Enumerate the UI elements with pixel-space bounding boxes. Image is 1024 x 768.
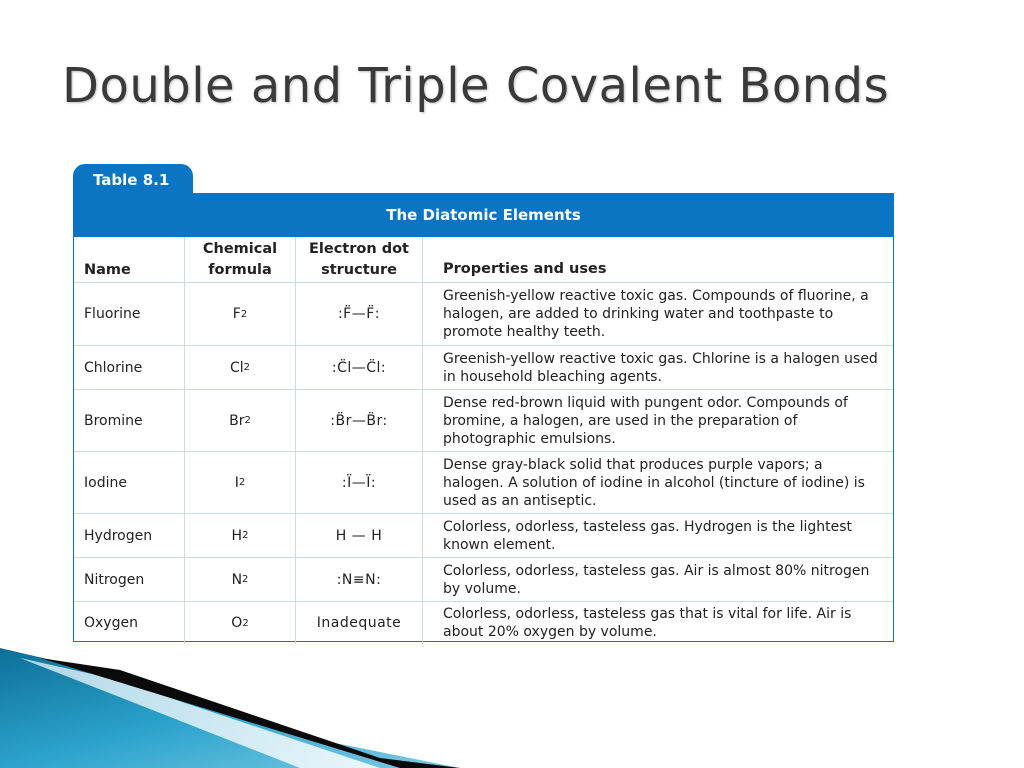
element-name: Nitrogen bbox=[74, 558, 185, 601]
table-row bbox=[74, 451, 893, 513]
table-row bbox=[74, 601, 893, 644]
element-name: Bromine bbox=[74, 390, 185, 451]
electron-dot-structure: :Ï—Ï: bbox=[296, 452, 423, 513]
element-name: Hydrogen bbox=[74, 514, 185, 557]
table-banner: The Diatomic Elements bbox=[74, 194, 893, 237]
electron-dot-structure: :F̈—F̈: bbox=[296, 283, 423, 345]
header-name: Name bbox=[74, 237, 185, 282]
table-header-row bbox=[74, 237, 893, 282]
table-row bbox=[74, 282, 893, 345]
element-name: Iodine bbox=[74, 452, 185, 513]
chemical-formula: I 2 bbox=[185, 452, 296, 513]
properties-text: Dense gray-black solid that produces purple vapors; a halogen. A solution of iodine in alcohol (tincture of iodine) is used as an antiseptic. bbox=[443, 456, 865, 509]
properties-text: Greenish-yellow reactive toxic gas. Chlorine is a halogen used in household bleaching agents. bbox=[443, 350, 878, 385]
table-row bbox=[74, 557, 893, 601]
properties-text: Colorless, odorless, tasteless gas. Air is almost 80% nitrogen by volume. bbox=[443, 562, 870, 597]
properties-text: Dense red-brown liquid with pungent odor. Compounds of bromine, a halogen, are used in the preparation of photographic emulsions. bbox=[443, 394, 848, 447]
electron-dot-structure: :C̈l—C̈l: bbox=[296, 346, 423, 389]
properties-text: Colorless, odorless, tasteless gas. Hydrogen is the lightest known element. bbox=[443, 518, 852, 553]
chemical-formula: H 2 bbox=[185, 514, 296, 557]
decorative-swoosh bbox=[0, 640, 460, 768]
electron-dot-structure: Inadequate bbox=[296, 602, 423, 644]
header-electron-dot: Electron dot structure bbox=[296, 237, 423, 282]
slide-title: Double and Triple Covalent Bonds bbox=[62, 58, 890, 114]
header-formula: Chemical formula bbox=[185, 237, 296, 282]
chemical-formula: Cl 2 bbox=[185, 346, 296, 389]
diatomic-elements-table bbox=[73, 193, 894, 642]
properties-text: Greenish-yellow reactive toxic gas. Compounds of fluorine, a halogen, are added to drinking water and toothpaste to promote healthy teeth. bbox=[443, 288, 869, 340]
header-properties: Properties and uses bbox=[443, 261, 607, 277]
chemical-formula: Br 2 bbox=[185, 390, 296, 451]
table-row bbox=[74, 389, 893, 451]
chemical-formula: N 2 bbox=[185, 558, 296, 601]
element-name: Fluorine bbox=[74, 283, 185, 345]
table-row bbox=[74, 345, 893, 389]
electron-dot-structure: :B̈r—B̈r: bbox=[296, 390, 423, 451]
table-row bbox=[74, 513, 893, 557]
element-name: Chlorine bbox=[74, 346, 185, 389]
properties-text: Colorless, odorless, tasteless gas that is vital for life. Air is about 20% oxygen by volume. bbox=[443, 606, 852, 640]
chemical-formula: F 2 bbox=[185, 283, 296, 345]
electron-dot-structure: H — H bbox=[296, 514, 423, 557]
electron-dot-structure: :N≡N: bbox=[296, 558, 423, 601]
element-name: Oxygen bbox=[74, 602, 185, 644]
table-tab-label: Table 8.1 bbox=[73, 164, 193, 194]
chemical-formula: O 2 bbox=[185, 602, 296, 644]
